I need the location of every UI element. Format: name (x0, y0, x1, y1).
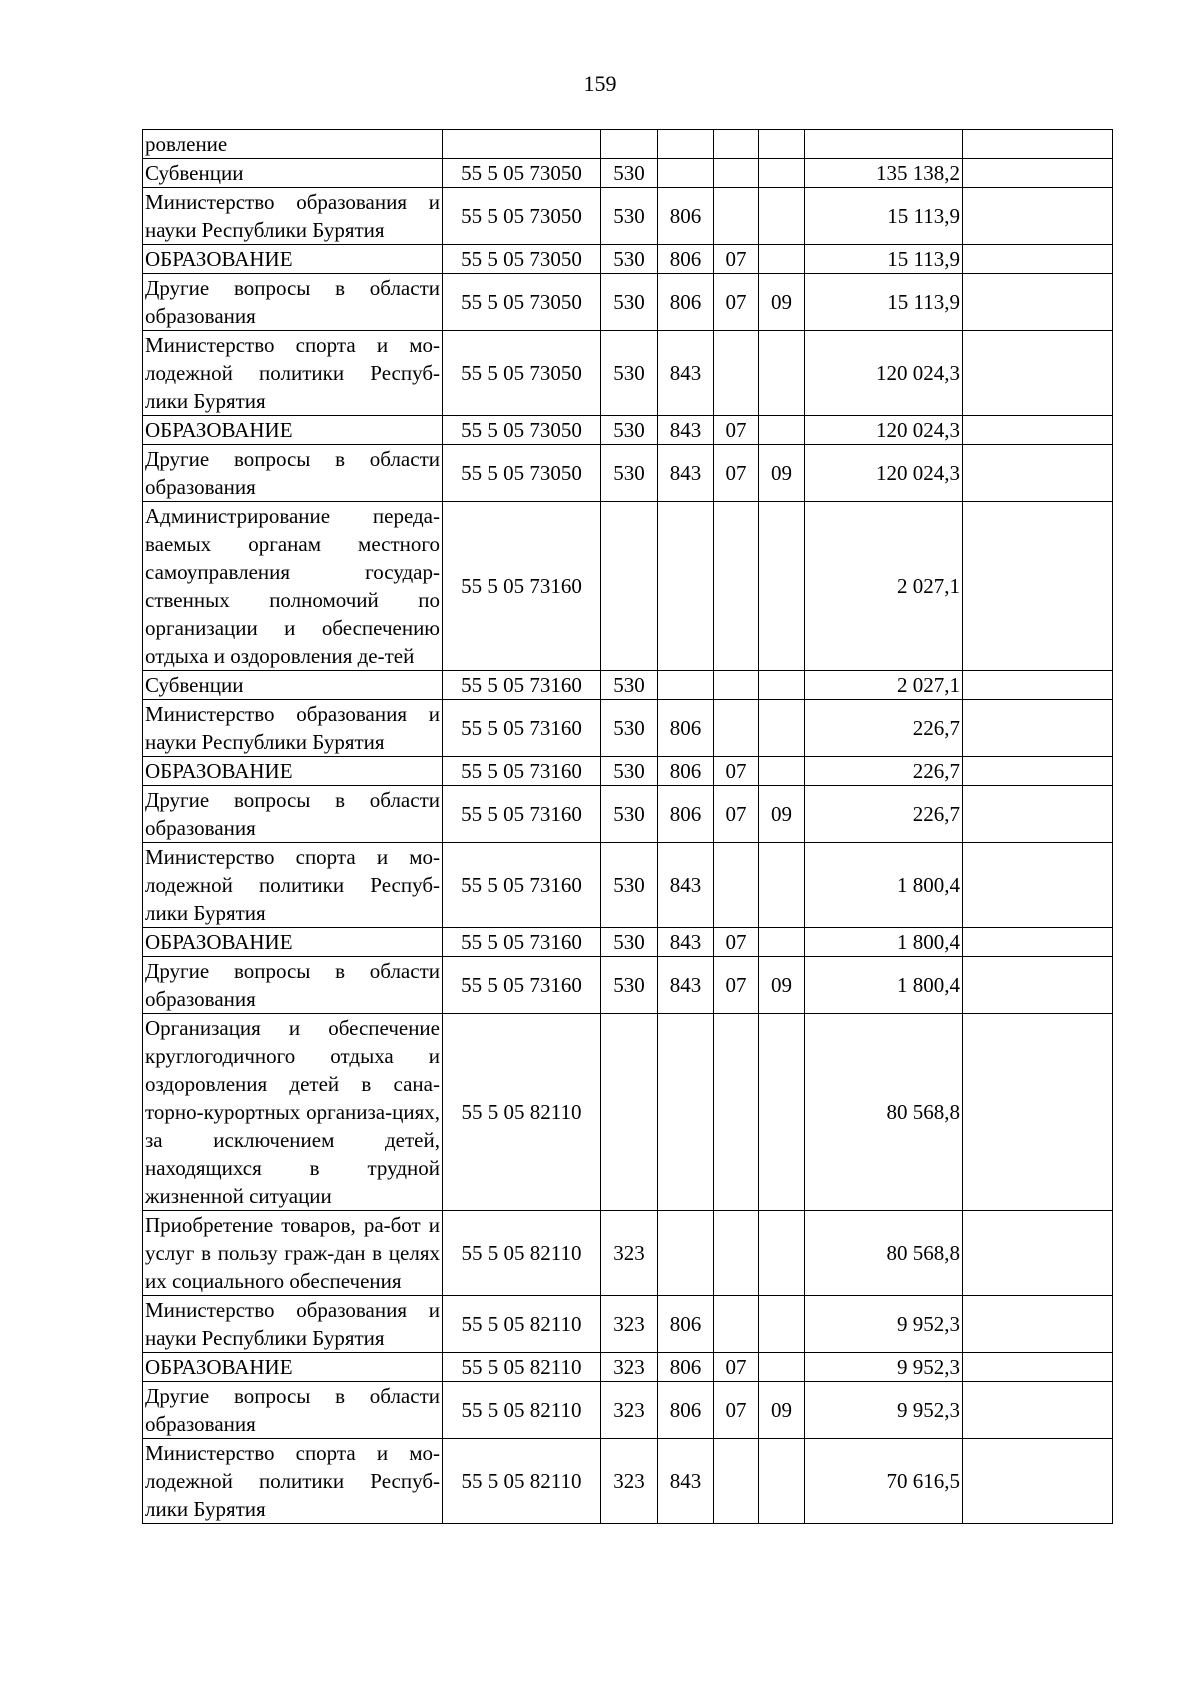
row-expense-type: 323 (601, 1211, 658, 1296)
row-amount: 135 138,2 (805, 159, 963, 188)
row-name: Министерство спорта и мо-лодежной политики Респуб-лики Бурятия (143, 843, 443, 928)
row-amount: 2 027,1 (805, 671, 963, 700)
row-target-article-code: 55 5 05 73160 (443, 671, 601, 700)
row-empty-cell (963, 757, 1113, 786)
row-ministry-code: 843 (658, 416, 714, 445)
row-subsection (759, 928, 805, 957)
row-empty-cell (963, 843, 1113, 928)
row-subsection (759, 843, 805, 928)
row-ministry-code: 806 (658, 1296, 714, 1353)
row-ministry-code: 806 (658, 757, 714, 786)
row-section (714, 700, 759, 757)
row-expense-type (601, 130, 658, 159)
row-name: Администрирование переда-ваемых органам местного самоуправления государ-ственных полномочий по организации и обеспечению отдыха и оздоровления де-тей (143, 502, 443, 671)
row-amount: 226,7 (805, 786, 963, 843)
row-amount: 9 952,3 (805, 1353, 963, 1382)
row-subsection (759, 1353, 805, 1382)
table-row (143, 671, 1113, 700)
row-name: Другие вопросы в области образования (143, 445, 443, 502)
row-section: 07 (714, 1382, 759, 1439)
row-amount: 9 952,3 (805, 1382, 963, 1439)
row-name: Субвенции (143, 159, 443, 188)
row-ministry-code: 843 (658, 445, 714, 502)
table-body (143, 130, 1113, 1524)
row-name: Министерство образования и науки Республики Бурятия (143, 700, 443, 757)
row-name: Приобретение товаров, ра-бот и услуг в пользу граж-дан в целях их социального обеспечения (143, 1211, 443, 1296)
table-row (143, 416, 1113, 445)
row-ministry-code: 806 (658, 274, 714, 331)
row-ministry-code (658, 159, 714, 188)
table-row (143, 159, 1113, 188)
row-subsection (759, 130, 805, 159)
row-subsection (759, 245, 805, 274)
row-empty-cell (963, 957, 1113, 1014)
row-amount: 1 800,4 (805, 843, 963, 928)
row-empty-cell (963, 1014, 1113, 1211)
row-empty-cell (963, 671, 1113, 700)
row-section (714, 159, 759, 188)
row-expense-type: 323 (601, 1353, 658, 1382)
row-empty-cell (963, 416, 1113, 445)
row-name: ОБРАЗОВАНИЕ (143, 245, 443, 274)
row-empty-cell (963, 445, 1113, 502)
table-row (143, 786, 1113, 843)
row-name: Министерство образования и науки Республики Бурятия (143, 188, 443, 245)
row-target-article-code: 55 5 05 73160 (443, 928, 601, 957)
row-empty-cell (963, 928, 1113, 957)
row-section: 07 (714, 957, 759, 1014)
row-expense-type: 323 (601, 1296, 658, 1353)
row-ministry-code: 806 (658, 786, 714, 843)
row-empty-cell (963, 1211, 1113, 1296)
row-ministry-code (658, 502, 714, 671)
row-ministry-code: 843 (658, 928, 714, 957)
row-ministry-code (658, 1211, 714, 1296)
row-name: Министерство спорта и мо-лодежной политики Респуб-лики Бурятия (143, 331, 443, 416)
row-ministry-code: 806 (658, 245, 714, 274)
row-amount: 15 113,9 (805, 188, 963, 245)
row-section: 07 (714, 245, 759, 274)
row-subsection (759, 1296, 805, 1353)
row-subsection (759, 159, 805, 188)
row-ministry-code: 843 (658, 843, 714, 928)
row-section (714, 843, 759, 928)
row-empty-cell (963, 130, 1113, 159)
row-name: ОБРАЗОВАНИЕ (143, 1353, 443, 1382)
row-empty-cell (963, 1439, 1113, 1524)
row-ministry-code: 806 (658, 1382, 714, 1439)
row-name: Субвенции (143, 671, 443, 700)
row-empty-cell (963, 188, 1113, 245)
row-expense-type (601, 502, 658, 671)
row-name: Министерство спорта и мо-лодежной политики Респуб-лики Бурятия (143, 1439, 443, 1524)
row-section: 07 (714, 1353, 759, 1382)
row-amount: 2 027,1 (805, 502, 963, 671)
table-row (143, 1353, 1113, 1382)
row-target-article-code: 55 5 05 73050 (443, 445, 601, 502)
row-subsection (759, 757, 805, 786)
row-empty-cell (963, 1353, 1113, 1382)
row-expense-type: 530 (601, 957, 658, 1014)
row-section: 07 (714, 445, 759, 502)
row-target-article-code: 55 5 05 73160 (443, 700, 601, 757)
row-section (714, 1014, 759, 1211)
row-section (714, 331, 759, 416)
table-row (143, 928, 1113, 957)
row-amount: 1 800,4 (805, 928, 963, 957)
budget-table (142, 129, 1113, 1524)
row-amount: 120 024,3 (805, 445, 963, 502)
page-number: 159 (583, 71, 617, 96)
row-amount: 15 113,9 (805, 245, 963, 274)
row-amount: 120 024,3 (805, 331, 963, 416)
row-expense-type: 530 (601, 786, 658, 843)
row-amount: 80 568,8 (805, 1014, 963, 1211)
table-row (143, 274, 1113, 331)
row-expense-type: 530 (601, 159, 658, 188)
row-target-article-code: 55 5 05 73050 (443, 245, 601, 274)
row-subsection: 09 (759, 957, 805, 1014)
row-name: Другие вопросы в области образования (143, 1382, 443, 1439)
row-section: 07 (714, 757, 759, 786)
row-target-article-code: 55 5 05 73050 (443, 159, 601, 188)
row-expense-type: 530 (601, 671, 658, 700)
row-amount: 70 616,5 (805, 1439, 963, 1524)
row-name: ОБРАЗОВАНИЕ (143, 928, 443, 957)
row-ministry-code (658, 1014, 714, 1211)
row-name: ОБРАЗОВАНИЕ (143, 757, 443, 786)
row-amount: 9 952,3 (805, 1296, 963, 1353)
row-expense-type (601, 1014, 658, 1211)
row-section (714, 1296, 759, 1353)
row-target-article-code: 55 5 05 73160 (443, 843, 601, 928)
row-empty-cell (963, 1382, 1113, 1439)
row-name: Другие вопросы в области образования (143, 786, 443, 843)
row-target-article-code: 55 5 05 73160 (443, 757, 601, 786)
row-expense-type: 530 (601, 700, 658, 757)
table-row (143, 445, 1113, 502)
row-section: 07 (714, 274, 759, 331)
row-empty-cell (963, 700, 1113, 757)
table-row (143, 188, 1113, 245)
row-subsection (759, 188, 805, 245)
row-expense-type: 530 (601, 416, 658, 445)
row-name: ровление (143, 130, 443, 159)
row-target-article-code: 55 5 05 82110 (443, 1296, 601, 1353)
table-row (143, 1014, 1113, 1211)
row-target-article-code: 55 5 05 73050 (443, 331, 601, 416)
row-target-article-code: 55 5 05 73050 (443, 274, 601, 331)
table-row (143, 1382, 1113, 1439)
row-expense-type: 530 (601, 445, 658, 502)
row-ministry-code: 806 (658, 1353, 714, 1382)
row-amount: 226,7 (805, 757, 963, 786)
row-expense-type: 530 (601, 274, 658, 331)
row-subsection (759, 700, 805, 757)
row-subsection (759, 1211, 805, 1296)
row-ministry-code: 843 (658, 1439, 714, 1524)
row-name: Организация и обеспечение круглогодичного отдыха и оздоровления детей в сана-торно-курортных организа-циях, за исключением детей, находящихся в трудной жизненной ситуации (143, 1014, 443, 1211)
table-row (143, 245, 1113, 274)
row-section (714, 188, 759, 245)
row-amount (805, 130, 963, 159)
row-amount: 226,7 (805, 700, 963, 757)
row-amount: 120 024,3 (805, 416, 963, 445)
table-row (143, 957, 1113, 1014)
row-name: Другие вопросы в области образования (143, 957, 443, 1014)
row-subsection (759, 671, 805, 700)
row-subsection: 09 (759, 445, 805, 502)
row-section (714, 502, 759, 671)
row-empty-cell (963, 502, 1113, 671)
row-expense-type: 530 (601, 331, 658, 416)
row-expense-type: 530 (601, 843, 658, 928)
row-name: Министерство образования и науки Республики Бурятия (143, 1296, 443, 1353)
row-section: 07 (714, 416, 759, 445)
row-target-article-code: 55 5 05 73050 (443, 188, 601, 245)
row-ministry-code (658, 671, 714, 700)
row-ministry-code (658, 130, 714, 159)
row-subsection: 09 (759, 786, 805, 843)
row-target-article-code: 55 5 05 82110 (443, 1014, 601, 1211)
row-section (714, 1439, 759, 1524)
row-ministry-code: 806 (658, 700, 714, 757)
row-empty-cell (963, 274, 1113, 331)
table-row (143, 1439, 1113, 1524)
row-target-article-code: 55 5 05 82110 (443, 1382, 601, 1439)
row-target-article-code: 55 5 05 73160 (443, 957, 601, 1014)
table-row (143, 331, 1113, 416)
row-section: 07 (714, 928, 759, 957)
table-row (143, 843, 1113, 928)
row-name: Другие вопросы в области образования (143, 274, 443, 331)
row-ministry-code: 806 (658, 188, 714, 245)
table-row (143, 757, 1113, 786)
table-row (143, 700, 1113, 757)
row-empty-cell (963, 331, 1113, 416)
row-subsection (759, 331, 805, 416)
row-empty-cell (963, 159, 1113, 188)
table-row (143, 1211, 1113, 1296)
row-amount: 1 800,4 (805, 957, 963, 1014)
row-expense-type: 530 (601, 757, 658, 786)
table-row (143, 130, 1113, 159)
row-section (714, 671, 759, 700)
row-target-article-code: 55 5 05 82110 (443, 1439, 601, 1524)
row-empty-cell (963, 1296, 1113, 1353)
row-ministry-code: 843 (658, 957, 714, 1014)
row-section: 07 (714, 786, 759, 843)
row-amount: 15 113,9 (805, 274, 963, 331)
row-section (714, 1211, 759, 1296)
table-row (143, 502, 1113, 671)
row-target-article-code: 55 5 05 82110 (443, 1353, 601, 1382)
row-subsection: 09 (759, 1382, 805, 1439)
row-amount: 80 568,8 (805, 1211, 963, 1296)
row-ministry-code: 843 (658, 331, 714, 416)
row-subsection: 09 (759, 274, 805, 331)
row-expense-type: 323 (601, 1382, 658, 1439)
row-section (714, 130, 759, 159)
row-target-article-code: 55 5 05 82110 (443, 1211, 601, 1296)
row-subsection (759, 1439, 805, 1524)
row-expense-type: 323 (601, 1439, 658, 1524)
row-empty-cell (963, 786, 1113, 843)
row-name: ОБРАЗОВАНИЕ (143, 416, 443, 445)
row-empty-cell (963, 245, 1113, 274)
row-target-article-code (443, 130, 601, 159)
row-expense-type: 530 (601, 188, 658, 245)
table-row (143, 1296, 1113, 1353)
row-subsection (759, 502, 805, 671)
row-target-article-code: 55 5 05 73160 (443, 786, 601, 843)
row-target-article-code: 55 5 05 73050 (443, 416, 601, 445)
row-expense-type: 530 (601, 245, 658, 274)
row-subsection (759, 416, 805, 445)
row-subsection (759, 1014, 805, 1211)
row-target-article-code: 55 5 05 73160 (443, 502, 601, 671)
row-expense-type: 530 (601, 928, 658, 957)
